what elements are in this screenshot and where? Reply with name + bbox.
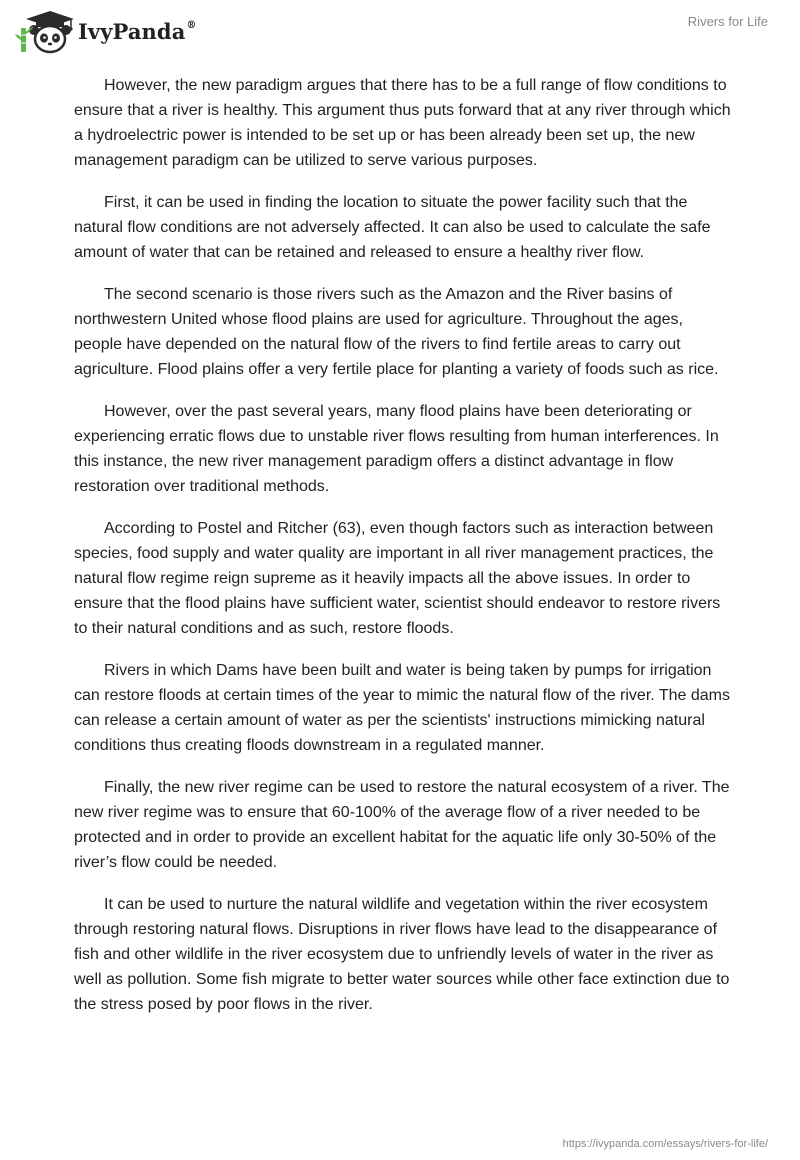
- document-title: Rivers for Life: [687, 14, 768, 29]
- paragraph: It can be used to nurture the natural wildlife and vegetation within the river ecosystem through restoring natural flows. Disruptions in river flows have lead to the disappearance of fish and other wildlife in the river ecosystem due to unfriendly levels of water in the river as well as pollution. Some fish migrate to better water sources while other face extinction due to the stress posed by poor flows in the river.: [74, 896, 730, 1013]
- paragraph: The second scenario is those rivers such as the Amazon and the River basins of northwestern United whose flood plains are used for agriculture. Throughout the ages, people have depended on the natural flow of the rivers to find fertile areas to carry out agriculture. Flood plains offer a very fertile place for planting a variety of foods such as rice.: [74, 286, 719, 378]
- brand-logo[interactable]: [14, 8, 197, 54]
- paragraph: However, over the past several years, many flood plains have been deteriorating or experiencing erratic flows due to unstable river flows resulting from human interferences. In this instance, the new river management paradigm offers a distinct advantage in flow restoration over traditional methods.: [74, 403, 719, 495]
- paragraph: Rivers in which Dams have been built and water is being taken by pumps for irrigation can restore floods at certain times of the year to mimic the natural flow of the river. The dams can release a certain amount of water as per the scientists' instructions mimicking natural conditions thus creating floods downstream in a regulated manner.: [74, 662, 730, 754]
- page-header: [0, 0, 800, 60]
- paragraph: Finally, the new river regime can be used to restore the natural ecosystem of a river. The new river regime was to ensure that 60-100% of the average flow of a river needed to be protected and in order to provide an excellent habitat for the aquatic life only 30-50% of the river’s flow could be needed.: [74, 779, 730, 871]
- brand-name: [78, 19, 197, 44]
- brand-name-text: IvyPanda: [78, 18, 186, 44]
- source-url[interactable]: https://ivypanda.com/essays/rivers-for-life/: [562, 1138, 768, 1150]
- paragraph: First, it can be used in finding the location to situate the power facility such that the natural flow conditions are not adversely affected. It can also be used to calculate the safe amount of water that can be retained and released to ensure a healthy river flow.: [74, 194, 711, 261]
- paragraph: According to Postel and Ritcher (63), even though factors such as interaction between species, food supply and water quality are important in all river management practices, the natural flow regime reign supreme as it heavily impacts all the above issues. In order to ensure that the flood plains have sufficient water, scientist should endeavor to restore rivers to their natural conditions and as such, restore floods.: [74, 520, 721, 637]
- essay-body: [74, 73, 734, 1034]
- paragraph: However, the new paradigm argues that there has to be a full range of flow conditions to ensure that a river is healthy. This argument thus puts forward that at any river through which a hydroelectric power is intended to be set up or has been already been set up, the new management paradigm can be utilized to serve various purposes.: [74, 77, 731, 169]
- panda-graduate-icon: [14, 8, 78, 54]
- registered-mark: ®: [186, 19, 197, 31]
